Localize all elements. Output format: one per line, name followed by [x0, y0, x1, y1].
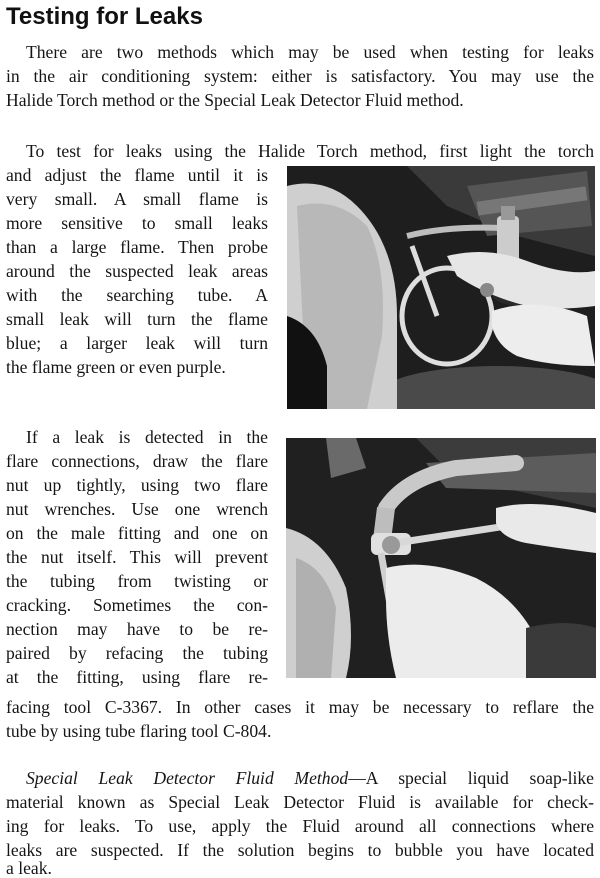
- paragraph-3-line: nection may have to be re-: [6, 619, 268, 639]
- flare-wrench-photo: [286, 438, 596, 678]
- paragraph-3-line: the nut itself. This will prevent: [6, 547, 268, 567]
- paragraph-2-line: blue; a larger leak will turn: [6, 333, 268, 353]
- paragraph-3-line: tube by using tube flaring tool C-804.: [6, 721, 272, 741]
- paragraph-4-line: leaks are suspected. If the solution begins to bubble you have located: [6, 840, 594, 860]
- paragraph-3-line: on the male fitting and one on: [6, 523, 268, 543]
- halide-torch-photo: [287, 166, 595, 409]
- paragraph-2-line: around the suspected leak areas: [6, 261, 268, 281]
- paragraph-1-line: Halide Torch method or the Special Leak Detector Fluid method.: [6, 90, 464, 110]
- fluid-method-heading: Special Leak Detector Fluid Method: [26, 768, 349, 788]
- paragraph-4-line: material known as Special Leak Detector Fluid is available for check-: [6, 792, 594, 812]
- paragraph-3-line: the tubing from twisting or: [6, 571, 268, 591]
- paragraph-2-line: more sensitive to small leaks: [6, 213, 268, 233]
- paragraph-3-line: nut up tightly, using two flare: [6, 475, 268, 495]
- paragraph-3-line: flare connections, draw the flare: [6, 451, 268, 471]
- paragraph-4-lead-text: —A special liquid soap-like: [348, 768, 594, 788]
- paragraph-3-line: If a leak is detected in the: [26, 427, 268, 447]
- paragraph-4-line: ing for leaks. To use, apply the Fluid around all connections where: [6, 816, 594, 836]
- paragraph-4-line: a leak.: [6, 858, 52, 878]
- page-heading: Testing for Leaks: [6, 3, 203, 30]
- paragraph-3-line: facing tool C-3367. In other cases it may be necessary to reflare the: [6, 697, 594, 717]
- paragraph-3-line: nut wrenches. Use one wrench: [6, 499, 268, 519]
- paragraph-2-line: small leak will turn the flame: [6, 309, 268, 329]
- paragraph-2-line: To test for leaks using the Halide Torch method, first light the torch: [26, 141, 594, 161]
- paragraph-3-line: cracking. Sometimes the con-: [6, 595, 268, 615]
- paragraph-4-line: [26, 766, 594, 790]
- paragraph-2-line: the flame green or even purple.: [6, 357, 226, 377]
- paragraph-1-line: There are two methods which may be used when testing for leaks: [26, 42, 594, 62]
- paragraph-1-line: in the air conditioning system: either is satisfactory. You may use the: [6, 66, 594, 86]
- paragraph-2-line: and adjust the flame until it is: [6, 165, 268, 185]
- paragraph-2-line: with the searching tube. A: [6, 285, 268, 305]
- paragraph-2-line: than a large flame. Then probe: [6, 237, 268, 257]
- paragraph-2-line: very small. A small flame is: [6, 189, 268, 209]
- paragraph-3-line: paired by refacing the tubing: [6, 643, 268, 663]
- paragraph-3-line: at the fitting, using flare re-: [6, 667, 268, 687]
